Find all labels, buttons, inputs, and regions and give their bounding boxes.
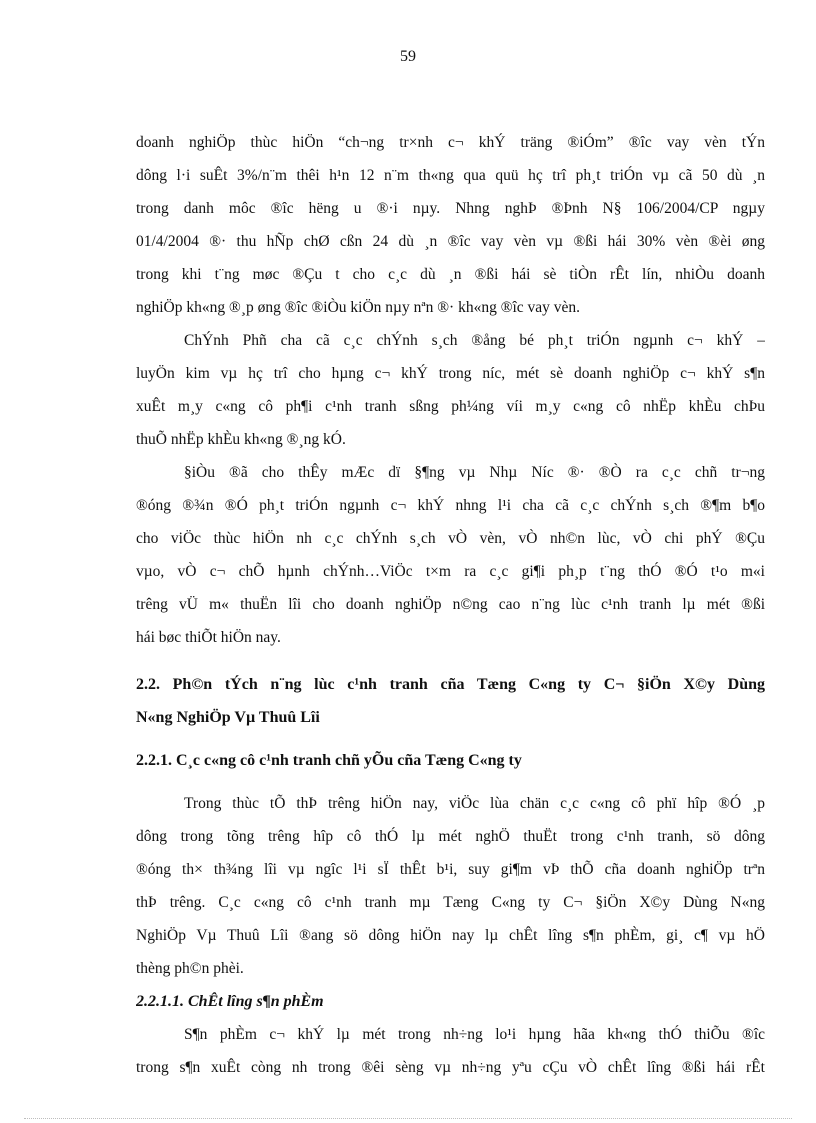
- subsection-heading-2-2-1-1: 2.2.1.1. ChÊt lîng s¶n phÈm: [136, 993, 324, 1010]
- text-line: thÞ trêng. C¸c c«ng cô c¹nh tranh mµ Tæng C«ng ty C¬ §iÖn X©y Dùng N«ng: [136, 894, 765, 911]
- text-line: ChÝnh Phñ cha cã c¸c chÝnh s¸ch ®ång bé ph¸t triÓn ngµnh c¬ khÝ –: [184, 332, 765, 349]
- paragraph: [136, 787, 765, 985]
- text-line: luyÖn kim vµ hç trî cho hµng c¬ khÝ trong níc, mét sè doanh nghiÖp c¬ khÝ s¶n: [136, 365, 765, 382]
- section-heading-2-2-continued: N«ng NghiÖp Vµ Thuû Lîi: [136, 709, 320, 726]
- paragraph: [136, 324, 765, 456]
- text-line: dông l·i suÊt 3%/n¨m thêi h¹n 12 n¨m th«ng qua quü hç trî ph¸t triÓn vµ cã 50 dù ¸n: [136, 167, 765, 184]
- paragraph: [136, 456, 765, 654]
- text-line: hái bøc thiÕt hiÖn nay.: [136, 629, 281, 646]
- text-line: cho viÖc thùc hiÖn nh c¸c chÝnh s¸ch vÒ vèn, vÒ nh©n lùc, vÒ chi phÝ ®Çu: [136, 530, 765, 547]
- text-line: NghiÖp Vµ Thuû Lîi ®ang sö dông hiÖn nay lµ chÊt lîng s¶n phÈm, gi¸ c¶ vµ hÖ: [136, 927, 765, 944]
- text-line: §iÒu ®ã cho thÊy mÆc dï §¶ng vµ Nhµ Níc ®· ®Ò ra c¸c chñ tr¬ng: [184, 464, 765, 481]
- section-heading-2-2: 2.2. Ph©n tÝch n¨ng lùc c¹nh tranh cña Tæng C«ng ty C¬ §iÖn X©y Dùng: [136, 676, 765, 693]
- page-number: 59: [400, 48, 416, 65]
- text-line: trong danh môc ®îc hëng u ®·i nµy. Nhng nghÞ ®Þnh N§ 106/2004/CP ngµy: [136, 200, 765, 217]
- text-line: ®óng th× th¾ng lîi vµ ngîc l¹i sÏ thÊt b¹i, suy gi¶m vÞ thÕ cña doanh nghiÖp trªn: [136, 861, 765, 878]
- text-line: doanh nghiÖp thùc hiÖn “ch¬ng tr×nh c¬ khÝ träng ®iÓm” ®îc vay vèn tÝn: [136, 134, 765, 151]
- text-line: ®óng ®¾n ®Ó ph¸t triÓn ngµnh c¬ khÝ nhng l¹i cha cã c¸c chÝnh s¸ch ®¶m b¶o: [136, 497, 765, 514]
- text-line: trong khi t¨ng møc ®Çu t cho c¸c dù ¸n ®ßi hái sè tiÒn rÊt lín, nhiÒu doanh: [136, 266, 765, 283]
- text-line: thuÕ nhËp khÈu kh«ng ®¸ng kÓ.: [136, 431, 346, 448]
- text-line: S¶n phÈm c¬ khÝ lµ mét trong nh÷ng lo¹i hµng hãa kh«ng thÓ thiÕu ®îc: [184, 1026, 765, 1043]
- page-body: [136, 126, 765, 1084]
- text-line: nghiÖp kh«ng ®¸p øng ®îc ®iÒu kiÖn nµy nªn ®· kh«ng ®îc vay vèn.: [136, 299, 581, 316]
- text-line: Trong thùc tÕ thÞ trêng hiÖn nay, viÖc lùa chän c¸c c«ng cô phï hîp ®Ó ¸p: [184, 795, 765, 812]
- text-line: trong s¶n xuÊt còng nh trong ®êi sèng vµ nh÷ng yªu cÇu vÒ chÊt lîng ®ßi hái rÊt: [136, 1059, 765, 1076]
- page-bottom-rule: [24, 1118, 792, 1119]
- text-line: vµo, vÒ c¬ chÕ hµnh chÝnh…ViÖc t×m ra c¸c gi¶i ph¸p t¨ng thÓ ®Ó t¹o m«i: [136, 563, 765, 580]
- paragraph: [136, 126, 765, 324]
- paragraph: [136, 1018, 765, 1084]
- text-line: trêng vÜ m« thuËn lîi cho doanh nghiÖp n©ng cao n¨ng lùc c¹nh tranh lµ mét ®ßi: [136, 596, 765, 613]
- text-line: xuÊt m¸y c«ng cô ph¶i c¹nh tranh sßng ph¼ng víi m¸y c«ng cô nhËp khÈu chÞu: [136, 398, 765, 415]
- text-line: dông trong tõng trêng hîp cô thÓ lµ mét nghÖ thuËt trong c¹nh tranh, sö dông: [136, 828, 765, 845]
- text-line: thèng ph©n phèi.: [136, 960, 244, 977]
- section-heading-2-2-1: 2.2.1. C¸c c«ng cô c¹nh tranh chñ yÕu cña Tæng C«ng ty: [136, 752, 522, 769]
- text-line: 01/4/2004 ®· thu hÑp chØ cßn 24 dù ¸n ®îc vay vèn vµ ®ßi hái 30% vèn ®èi øng: [136, 233, 765, 250]
